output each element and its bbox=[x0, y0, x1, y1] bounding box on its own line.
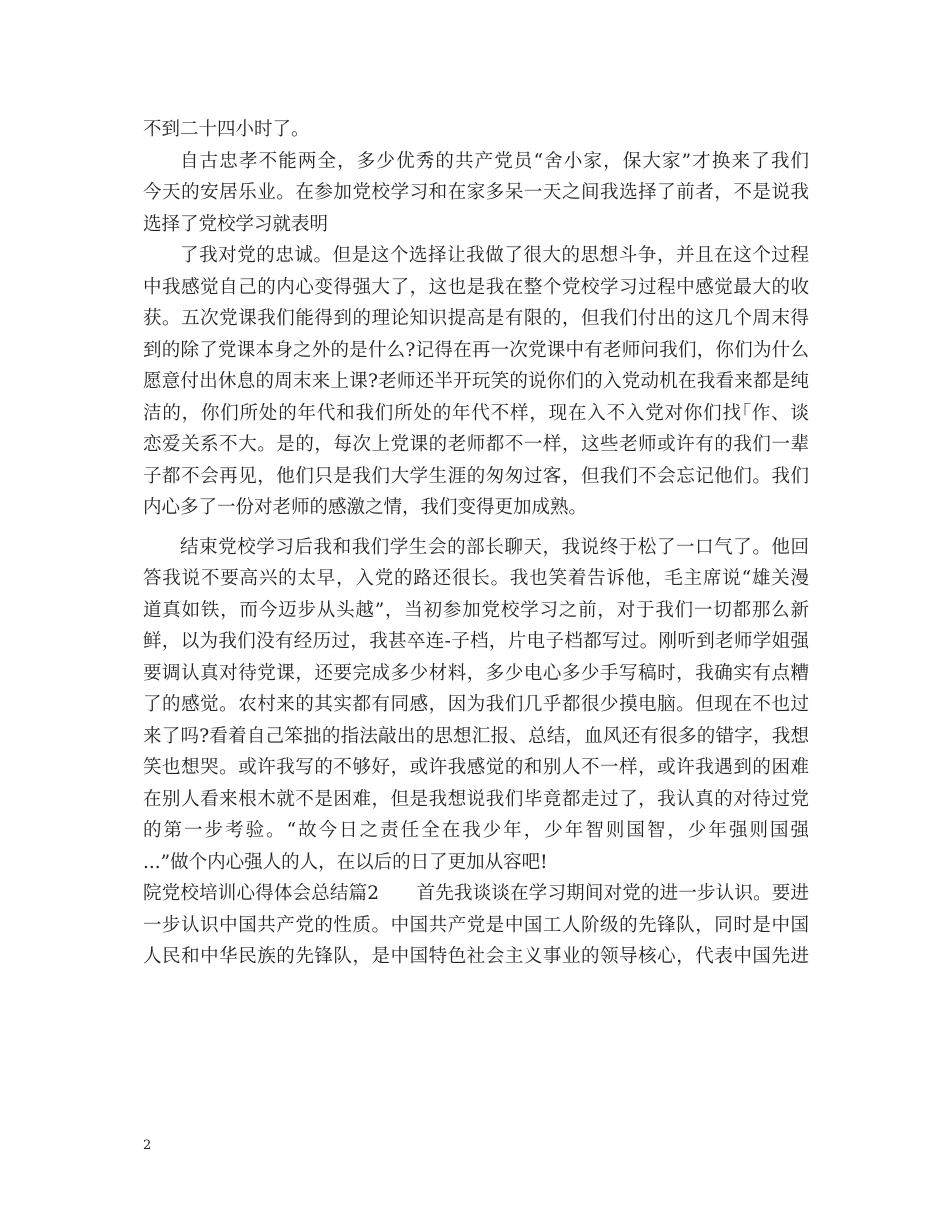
text-line: 在别人看来根木就不是困难，但是我想说我们毕竟都走过了，我认真的对待过党 bbox=[143, 788, 809, 810]
text-line: 要调认真对待党课，还要完成多少材料，多少电心多少手写稿时，我确实有点糟 bbox=[143, 662, 809, 684]
text-line: 愿意付出休息的周末来上课?老师还半开玩笑的说你们的入党动机在我看来都是纯 bbox=[143, 371, 809, 392]
text-line: 获。五次党课我们能得到的理论知识提高是有限的，但我们付出的这几个周末得 bbox=[143, 308, 809, 329]
text-line: 一步认识中国共产党的性质。中国共产党是中国工人阶级的先锋队，同时是中国 bbox=[143, 914, 809, 936]
text-line: 了的感觉。农村来的其实都有同感，因为我们几乎都很少摸电脑。但现在不也过 bbox=[143, 694, 809, 715]
text-line: 不到二十四小时了。 bbox=[143, 119, 310, 140]
section-heading-line: 院党校培训心得体会总结篇2 首先我谈谈在学习期间对党的进一步认识。要进 bbox=[143, 883, 809, 904]
text-line: 到的除了党课本身之外的是什么?记得在再一次党课中有老师问我们，你们为什么 bbox=[143, 339, 809, 361]
text-line: 笑也想哭。或许我写的不够好，或许我感觉的和别人不一样，或许我遇到的困难 bbox=[143, 757, 809, 778]
text-line: 来了吗?看着自己笨拙的指法敲出的思想汇报、总结，血风还有很多的错字，我想 bbox=[143, 725, 809, 747]
text-line: 的第一步考验。“故今日之责任全在我少年，少年智则国智，少年强则国强 bbox=[143, 820, 809, 841]
body-text bbox=[143, 114, 809, 973]
text-line: 结束党校学习后我和我们学生会的部长聊天，我说终于松了一口气了。他回 bbox=[180, 536, 809, 558]
text-line: 中我感觉自己的内心变得强大了，这也是我在整个党校学习过程中感觉最大的收 bbox=[143, 276, 809, 298]
text-line: 恋爱关系不大。是的，每次上党课的老师都不一样，这些老师或许有的我们一辈 bbox=[143, 434, 809, 455]
text-line: 洁的，你们所处的年代和我们所处的年代不样，现在入不入党对你们找｢作、谈 bbox=[143, 402, 809, 424]
text-line: 子都不会再见，他们只是我们大学生涯的匆匆过客，但我们不会忘记他们。我们 bbox=[143, 465, 809, 487]
text-line: 道真如铁，而今迈步从头越”，当初参加党校学习之前，对于我们一切都那么新 bbox=[143, 599, 809, 621]
text-line: 自古忠孝不能两全，多少优秀的共产党员“舍小家，保大家”才换来了我们 bbox=[180, 150, 809, 172]
text-line: ...”做个内心强人的人，在以后的日了更加从容吧! bbox=[143, 851, 548, 873]
page-number: 2 bbox=[143, 1138, 152, 1153]
text-line: 选择了党校学习就表明 bbox=[143, 213, 329, 235]
text-line: 答我说不要高兴的太早，入党的路还很长。我也笑着告诉他，毛主席说“雄关漫 bbox=[143, 568, 809, 589]
text-line: 鲜，以为我们没有经历过，我甚卒连-子档，片电子档都写过。刚听到老师学姐强 bbox=[143, 631, 809, 652]
text-line: 内心多了一份对老师的感激之情，我们变得更加成熟。 bbox=[143, 497, 588, 518]
text-line: 今天的安居乐业。在参加党校学习和在家多呆一天之间我选择了前者，不是说我 bbox=[143, 182, 809, 203]
text-line: 了我对党的忠诚。但是这个选择让我做了很大的思想斗争，并且在这个过程 bbox=[180, 245, 809, 266]
text-line: 人民和中华民族的先锋队，是中国特色社会主义事业的领导核心，代表中国先进 bbox=[143, 946, 809, 967]
